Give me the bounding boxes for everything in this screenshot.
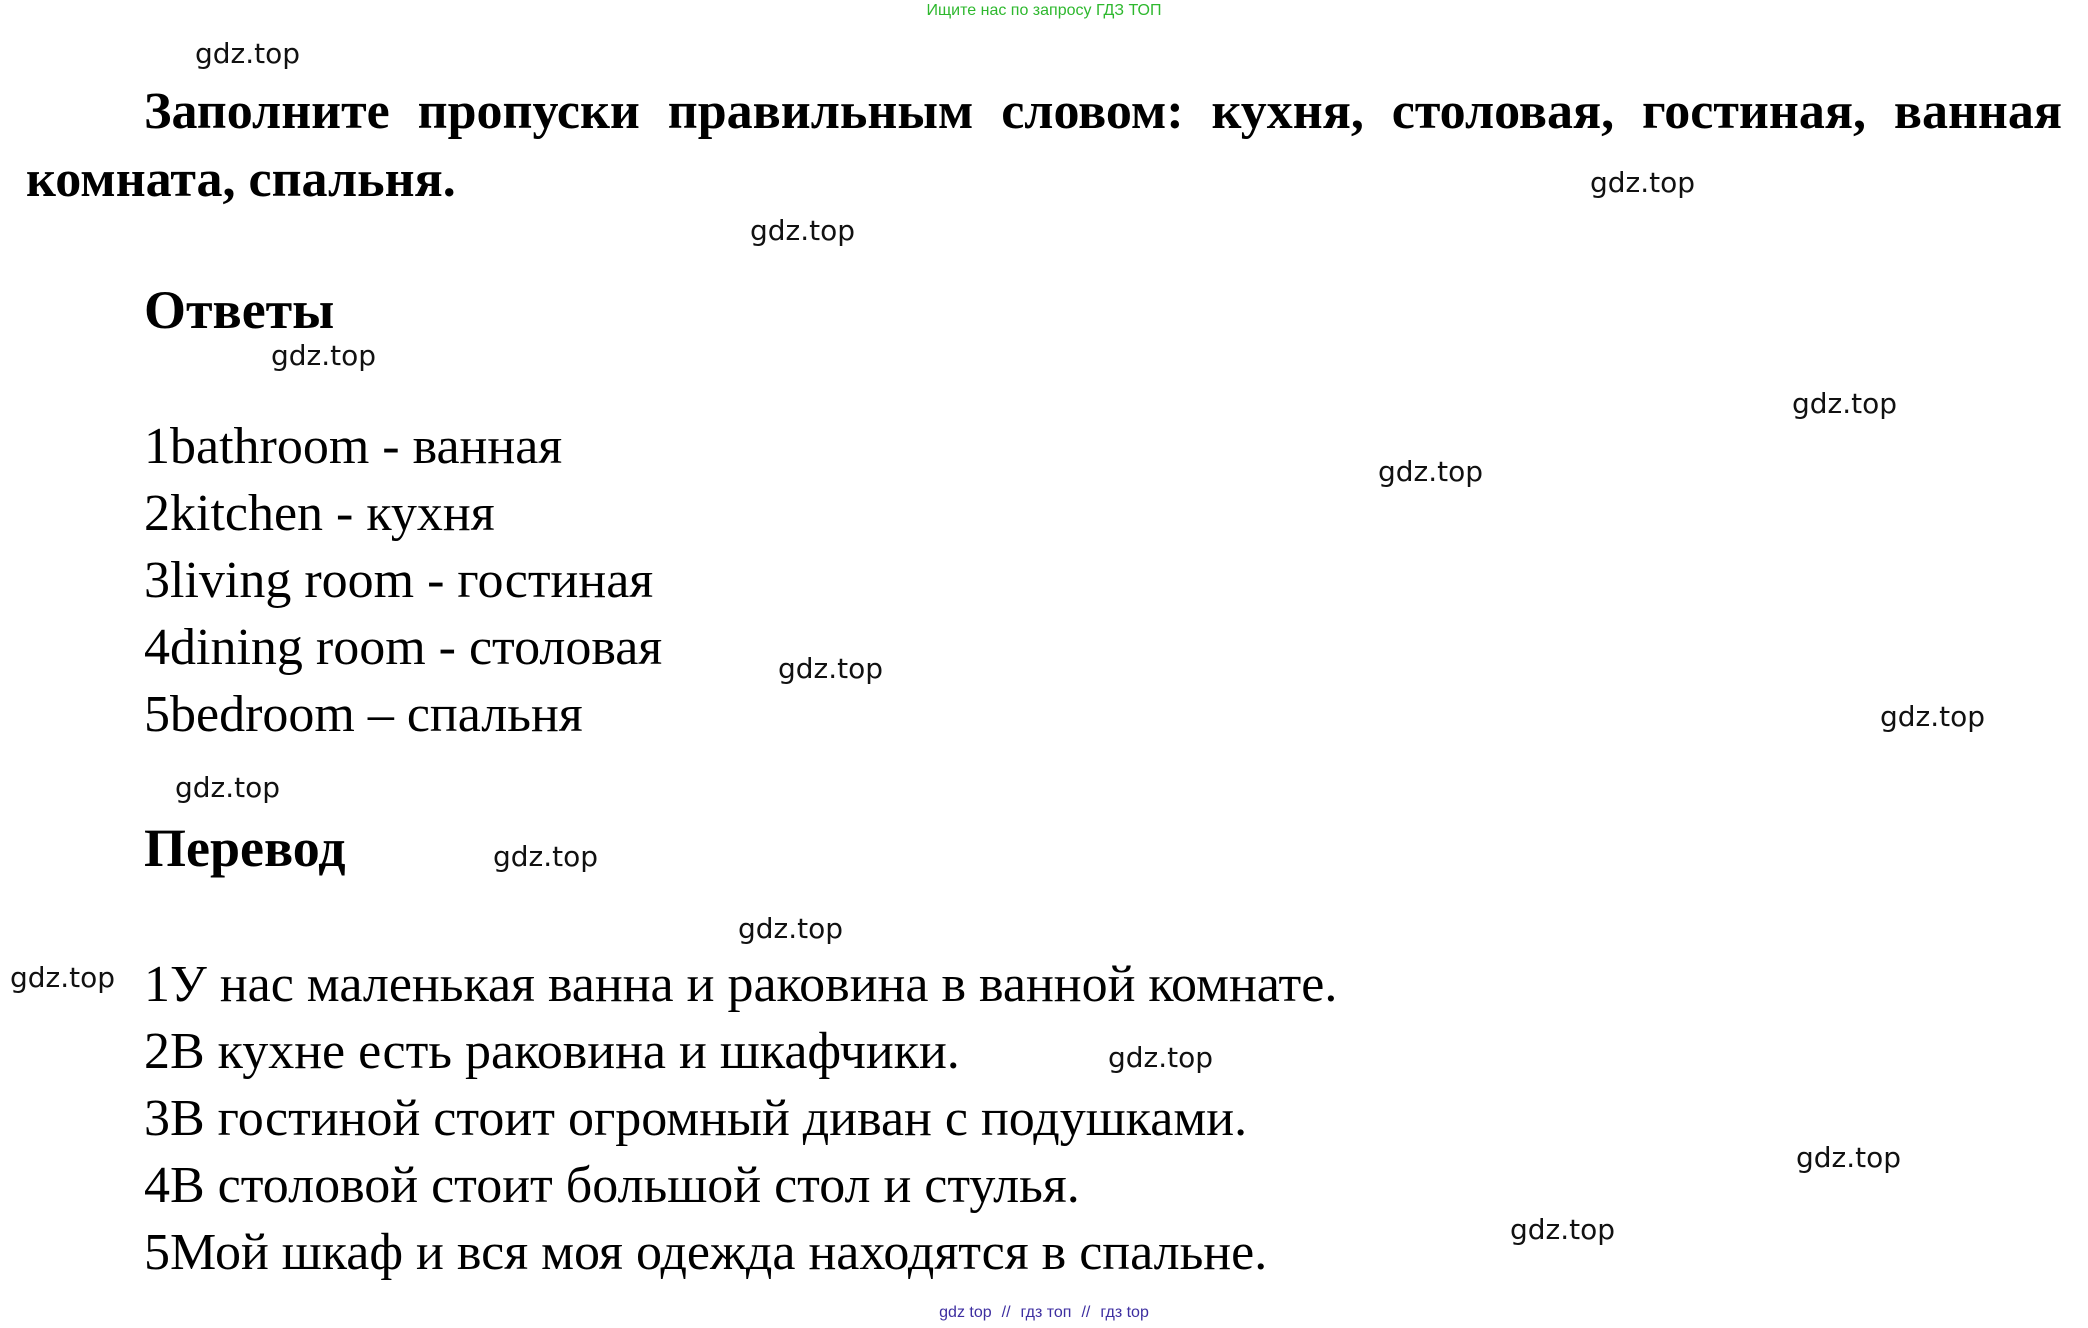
watermark: gdz.top (750, 214, 856, 247)
translation-item: 2В кухне есть раковина и шкафчики. (144, 1023, 960, 1080)
footer-separator: // (1081, 1304, 1091, 1321)
footer-link[interactable]: гдз топ (1020, 1304, 1072, 1321)
watermark: gdz.top (1590, 166, 1696, 199)
watermark: gdz.top (738, 912, 844, 945)
watermark: gdz.top (10, 961, 116, 994)
watermark: gdz.top (175, 771, 281, 804)
watermark: gdz.top (778, 652, 884, 685)
watermark: gdz.top (493, 840, 599, 873)
translation-heading: Перевод (144, 818, 346, 878)
watermark: gdz.top (1796, 1141, 1902, 1174)
answer-item: 3living room - гостиная (144, 552, 654, 609)
translation-list (144, 951, 1337, 1286)
answer-item: 2kitchen - кухня (144, 485, 495, 542)
watermark: gdz.top (1510, 1213, 1616, 1246)
answers-list (144, 413, 662, 748)
answer-item: 1bathroom - ванная (144, 418, 563, 475)
translation-item: 3В гостиной стоит огромный диван с подушками. (144, 1090, 1248, 1147)
task-instruction: Заполните пропуски правильным словом: кухня, столовая, гостиная, ванная комната, спальня. (26, 83, 2062, 208)
answer-item: 5bedroom – спальня (144, 686, 583, 743)
watermark: gdz.top (195, 37, 301, 70)
translation-item: 4В столовой стоит большой стол и стулья. (144, 1157, 1080, 1214)
footer-link[interactable]: гдз top (1100, 1304, 1149, 1321)
answers-heading: Ответы (144, 280, 335, 340)
translation-item: 1У нас маленькая ванна и раковина в ванной комнате. (144, 956, 1338, 1013)
watermark: gdz.top (271, 339, 377, 372)
footer-link[interactable]: gdz top (939, 1304, 992, 1321)
footer (0, 1303, 2088, 1323)
answer-item: 4dining room - столовая (144, 619, 663, 676)
watermark: gdz.top (1378, 455, 1484, 488)
watermark: gdz.top (1108, 1041, 1214, 1074)
watermark: gdz.top (1880, 700, 1986, 733)
footer-separator: // (1001, 1304, 1011, 1321)
translation-item: 5Мой шкаф и вся моя одежда находятся в спальне. (144, 1224, 1268, 1281)
top-banner: Ищите нас по запросу ГДЗ ТОП (926, 2, 1162, 19)
watermark: gdz.top (1792, 387, 1898, 420)
